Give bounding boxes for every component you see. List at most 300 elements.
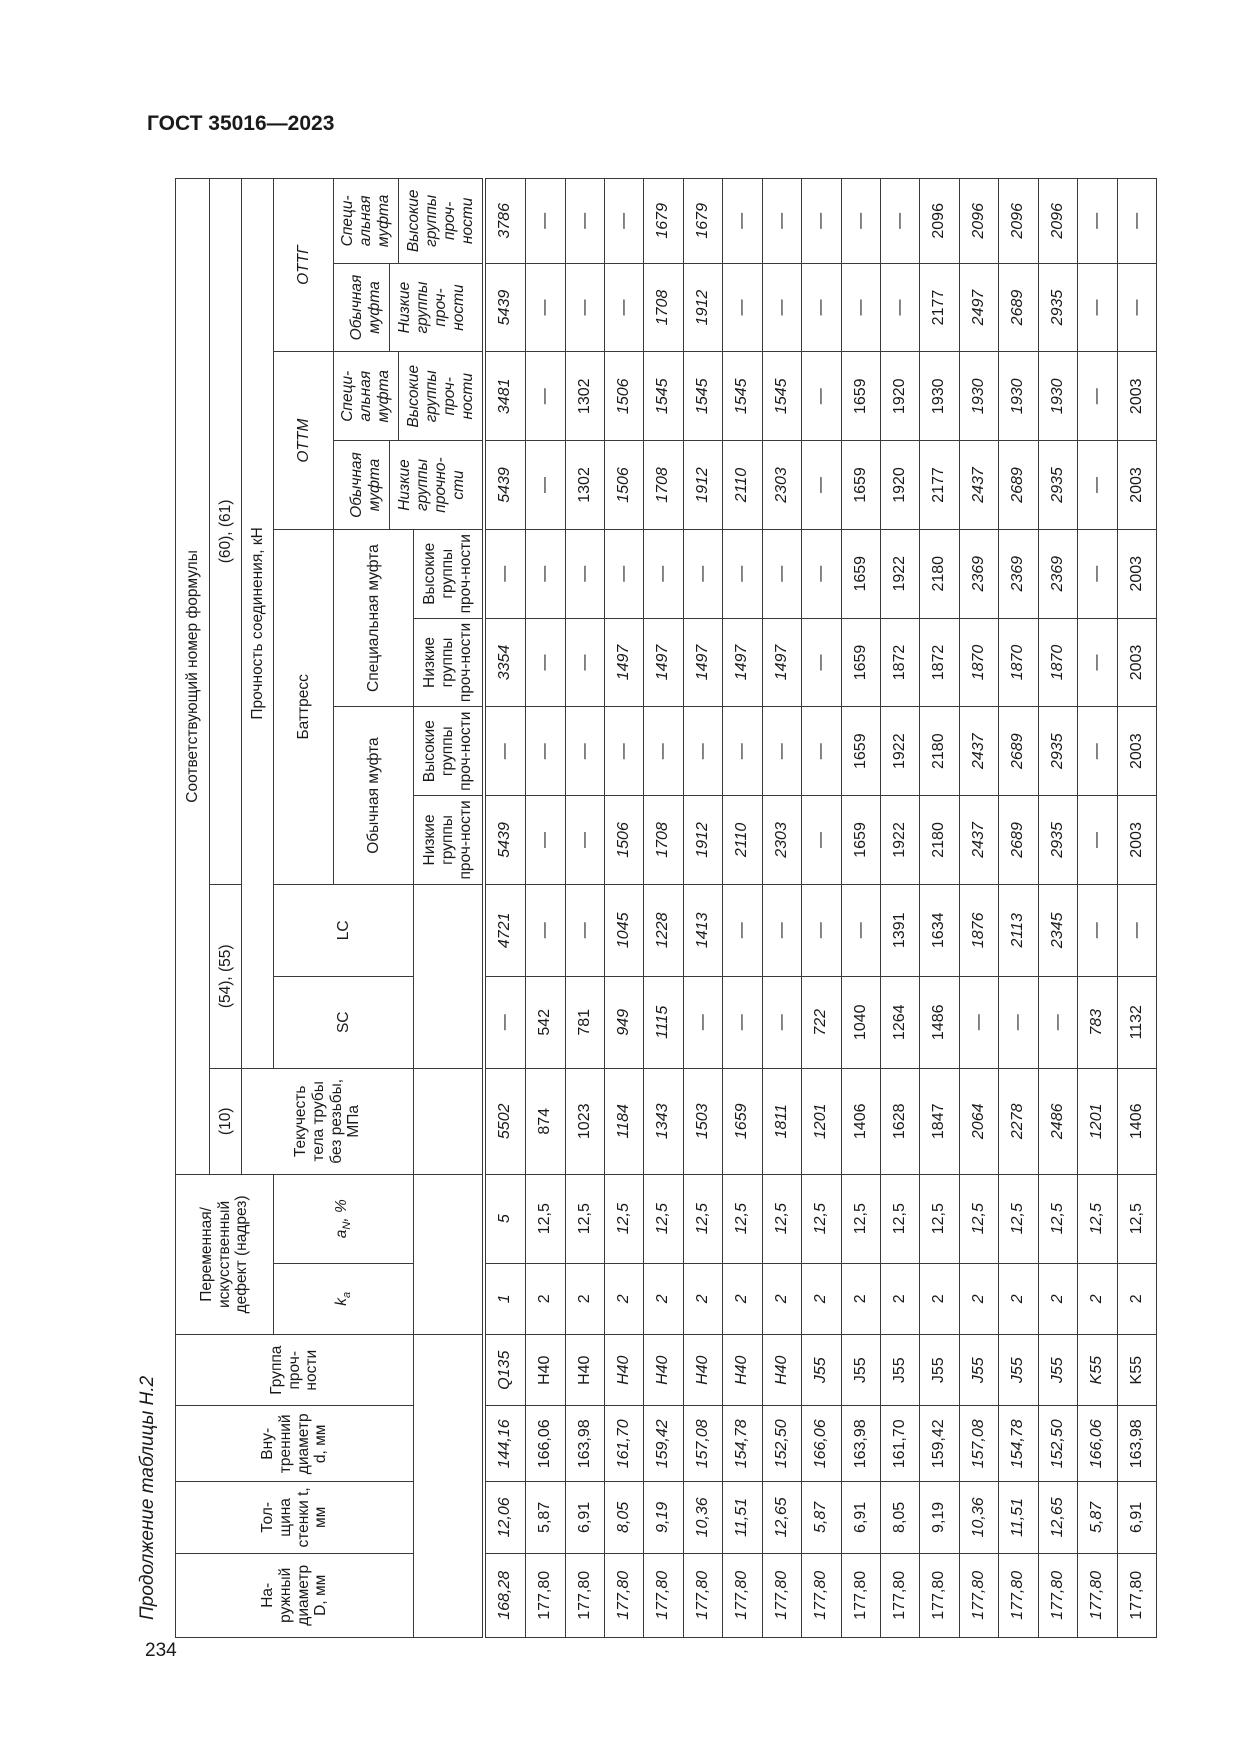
table-cell: 4721 (484, 884, 526, 976)
table-cell: 1506 (605, 441, 644, 530)
table-cell: 2 (999, 1263, 1038, 1334)
table-cell: H40 (526, 1335, 565, 1406)
table-cell: 2303 (762, 441, 801, 530)
table-cell: 1486 (920, 976, 959, 1068)
table-row (484, 179, 526, 1638)
table-row (762, 179, 801, 1638)
header-formula-10: (10) (210, 1068, 242, 1174)
table-cell: — (526, 352, 565, 441)
table-cell: 152,50 (1038, 1406, 1077, 1482)
table-cell: — (1078, 884, 1117, 976)
header-buttress: Баттресс (274, 529, 334, 884)
table-cell: — (565, 179, 604, 264)
table-cell: 2 (841, 1263, 880, 1334)
table-cell: 2 (565, 1263, 604, 1334)
table-cell: 2 (644, 1263, 683, 1334)
table-cell: 159,42 (644, 1406, 683, 1482)
table-cell: J55 (1038, 1335, 1077, 1406)
table-cell: 2345 (1038, 884, 1077, 976)
table-cell: — (762, 179, 801, 264)
table-cell: 2 (723, 1263, 762, 1334)
table-cell: 1497 (644, 618, 683, 707)
table-cell: — (1078, 529, 1117, 618)
table-cell: 1201 (802, 1068, 841, 1174)
data-table (175, 178, 1157, 1638)
table-row (605, 179, 644, 1638)
table-row (683, 179, 722, 1638)
table-cell: 2177 (920, 263, 959, 352)
table-cell: 2003 (1117, 707, 1156, 796)
table-cell: — (802, 179, 841, 264)
header-yield-strength: Текучесть тела трубы без резьбы, МПа (242, 1068, 414, 1174)
table-cell: 12,5 (762, 1174, 801, 1263)
table-cell: 163,98 (841, 1406, 880, 1482)
table-cell: 1659 (841, 352, 880, 441)
table-cell: 144,16 (484, 1406, 526, 1482)
table-cell: 1413 (683, 884, 722, 976)
table-cell: 2003 (1117, 796, 1156, 885)
table-cell: 8,05 (880, 1482, 919, 1553)
table-cell: 1708 (644, 796, 683, 885)
table-cell: 12,5 (683, 1174, 722, 1263)
table-cell: 1659 (841, 618, 880, 707)
table-cell: — (1038, 976, 1077, 1068)
rotated-table-container (175, 178, 1157, 1638)
table-cell: 11,51 (999, 1482, 1038, 1553)
table-cell: — (762, 529, 801, 618)
table-cell: 1930 (1038, 352, 1077, 441)
table-cell: — (565, 618, 604, 707)
table-cell: 6,91 (1117, 1482, 1156, 1553)
table-cell: 1930 (920, 352, 959, 441)
table-cell: 12,65 (1038, 1482, 1077, 1553)
table-cell: — (802, 263, 841, 352)
table-cell: — (565, 884, 604, 976)
table-cell: 1922 (880, 707, 919, 796)
table-cell: 2096 (1038, 179, 1077, 264)
table-cell: 152,50 (762, 1406, 801, 1482)
table-cell: 12,5 (920, 1174, 959, 1263)
header-spacer-4 (414, 884, 484, 1068)
table-cell: 2935 (1038, 263, 1077, 352)
table-cell: 2003 (1117, 441, 1156, 530)
table-cell: 1870 (1038, 618, 1077, 707)
table-cell: 177,80 (762, 1553, 801, 1637)
table-cell: 2689 (999, 441, 1038, 530)
table-cell: 177,80 (1078, 1553, 1117, 1637)
table-cell: 12,5 (802, 1174, 841, 1263)
header-ottm-regular (334, 441, 484, 530)
table-cell: — (605, 707, 644, 796)
table-row (802, 179, 841, 1638)
table-cell: 2689 (999, 707, 1038, 796)
table-cell: 2486 (1038, 1068, 1077, 1174)
table-cell: — (841, 179, 880, 264)
table-cell: 1264 (880, 976, 919, 1068)
table-cell: — (605, 263, 644, 352)
table-cell: 1228 (644, 884, 683, 976)
table-cell: 2003 (1117, 618, 1156, 707)
table-cell: — (565, 796, 604, 885)
table-cell: 5439 (484, 263, 526, 352)
header-buttress-special: Специальная муфта (334, 529, 414, 706)
table-cell: 1045 (605, 884, 644, 976)
table-cell: 177,80 (565, 1553, 604, 1637)
header-ottm-special (334, 352, 484, 441)
table-cell: 1634 (920, 884, 959, 976)
table-cell: 161,70 (880, 1406, 919, 1482)
table-cell: 1679 (683, 179, 722, 264)
table-cell: 1 (484, 1263, 526, 1334)
table-cell: 5,87 (802, 1482, 841, 1553)
table-cell: 781 (565, 976, 604, 1068)
table-cell: 12,5 (999, 1174, 1038, 1263)
table-cell: — (959, 976, 998, 1068)
table-cell: — (802, 796, 841, 885)
table-cell: 1708 (644, 263, 683, 352)
table-cell: K55 (1078, 1335, 1117, 1406)
table-cell: — (1078, 796, 1117, 885)
table-row (723, 179, 762, 1638)
table-cell: 1659 (841, 529, 880, 618)
table-cell: 2437 (959, 441, 998, 530)
table-cell: 1659 (723, 1068, 762, 1174)
table-cell: 5502 (484, 1068, 526, 1174)
table-cell: — (683, 529, 722, 618)
table-cell: 1870 (959, 618, 998, 707)
table-cell: 1876 (959, 884, 998, 976)
table-cell: — (723, 707, 762, 796)
table-cell: — (762, 707, 801, 796)
table-cell: 1811 (762, 1068, 801, 1174)
table-cell: — (880, 179, 919, 264)
header-ottg-special-label: Специ-альная муфта (338, 194, 392, 248)
header-spacer-2 (414, 1174, 484, 1334)
table-cell: 177,80 (644, 1553, 683, 1637)
table-cell: 1115 (644, 976, 683, 1068)
table-cell: — (802, 352, 841, 441)
header-ottg-high: Высокие группы проч-ности (405, 189, 476, 253)
table-cell: — (1078, 441, 1117, 530)
table-cell: — (762, 884, 801, 976)
table-cell: 2096 (920, 179, 959, 264)
table-cell: 1912 (683, 796, 722, 885)
header-buttress-regular-high: Высокие группы проч-ности (414, 707, 484, 796)
table-cell: 1503 (683, 1068, 722, 1174)
table-cell: — (1078, 179, 1117, 264)
table-cell: 177,80 (683, 1553, 722, 1637)
table-cell: 2437 (959, 707, 998, 796)
table-row (565, 179, 604, 1638)
table-cell: — (1078, 263, 1117, 352)
table-cell: H40 (723, 1335, 762, 1406)
table-cell: 6,91 (565, 1482, 604, 1553)
table-cell: H40 (605, 1335, 644, 1406)
table-cell: 1545 (683, 352, 722, 441)
table-cell: 1506 (605, 796, 644, 885)
table-cell: 783 (1078, 976, 1117, 1068)
table-body (484, 179, 1157, 1638)
table-cell: 2 (959, 1263, 998, 1334)
table-cell: J55 (920, 1335, 959, 1406)
table-cell: H40 (762, 1335, 801, 1406)
table-cell: 2064 (959, 1068, 998, 1174)
table-cell: — (1078, 707, 1117, 796)
header-ottg-regular (334, 263, 484, 352)
header-ottm-low: Низкие группы прочно-сти (396, 457, 467, 513)
table-cell: 949 (605, 976, 644, 1068)
header-ottm-special-label: Специ-альная муфта (338, 370, 392, 423)
header-spacer (414, 1335, 484, 1638)
table-cell: 1406 (1117, 1068, 1156, 1174)
table-cell: — (762, 263, 801, 352)
table-cell: K55 (1117, 1335, 1156, 1406)
table-cell: 542 (526, 976, 565, 1068)
header-ottm: ОТТМ (274, 352, 334, 529)
table-cell: — (723, 263, 762, 352)
table-cell: — (802, 441, 841, 530)
table-cell: — (723, 976, 762, 1068)
table-cell: 2935 (1038, 707, 1077, 796)
table-cell: — (526, 796, 565, 885)
table-cell: — (565, 529, 604, 618)
table-cell: 163,98 (1117, 1406, 1156, 1482)
table-row (999, 179, 1038, 1638)
header-ottg-low: Низкие группы проч-ности (396, 281, 467, 334)
table-cell: 2369 (959, 529, 998, 618)
document-title: ГОСТ 35016—2023 (147, 112, 335, 135)
table-cell: 1872 (880, 618, 919, 707)
table-cell: J55 (802, 1335, 841, 1406)
table-cell: 1497 (605, 618, 644, 707)
table-cell: 1023 (565, 1068, 604, 1174)
table-cell: 1343 (644, 1068, 683, 1174)
table-cell: 10,36 (683, 1482, 722, 1553)
table-cell: 8,05 (605, 1482, 644, 1553)
table-cell: — (526, 884, 565, 976)
table-row (1117, 179, 1156, 1638)
table-cell: 2 (1117, 1263, 1156, 1334)
table-cell: 2180 (920, 707, 959, 796)
table-cell: — (841, 884, 880, 976)
table-cell: 1930 (959, 352, 998, 441)
table-cell: 5,87 (526, 1482, 565, 1553)
table-cell: — (526, 179, 565, 264)
table-cell: 154,78 (723, 1406, 762, 1482)
table-cell: 2110 (723, 441, 762, 530)
table-cell: 2 (1038, 1263, 1077, 1334)
table-cell: 12,65 (762, 1482, 801, 1553)
table-cell: 2278 (999, 1068, 1038, 1174)
table-cell: — (1117, 179, 1156, 264)
table-cell: 1922 (880, 796, 919, 885)
table-row (920, 179, 959, 1638)
table-cell: — (644, 707, 683, 796)
table-cell: 1184 (605, 1068, 644, 1174)
table-cell: 1708 (644, 441, 683, 530)
table-cell: 1545 (762, 352, 801, 441)
table-cell: 177,80 (880, 1553, 919, 1637)
header-wall-thickness: Тол-щина стенки t, мм (176, 1482, 414, 1553)
table-cell: 159,42 (920, 1406, 959, 1482)
table-cell: 2689 (999, 796, 1038, 885)
header-outer-diameter: На-ружный диаметр D, мм (176, 1553, 414, 1637)
header-sc: SC (274, 976, 414, 1068)
header-ottm-regular-label: Обычная муфта (347, 452, 383, 518)
table-cell: 1659 (841, 441, 880, 530)
table-cell: 2180 (920, 796, 959, 885)
table-cell: 2003 (1117, 352, 1156, 441)
header-formula-number: Соответствующий номер формулы (176, 179, 210, 1175)
table-cell: J55 (999, 1335, 1038, 1406)
table-cell: — (644, 529, 683, 618)
table-cell: — (802, 529, 841, 618)
table-cell: — (723, 884, 762, 976)
table-row (526, 179, 565, 1638)
table-cell: — (762, 976, 801, 1068)
table-cell: 161,70 (605, 1406, 644, 1482)
table-row (880, 179, 919, 1638)
header-formula-54-55: (54), (55) (210, 884, 242, 1068)
header-formula-60-61: (60), (61) (210, 179, 242, 885)
table-cell: 2 (605, 1263, 644, 1334)
table-cell: 2096 (999, 179, 1038, 264)
table-cell: — (484, 707, 526, 796)
table-cell: 2110 (723, 796, 762, 885)
table-cell: 2437 (959, 796, 998, 885)
table-cell: 11,51 (723, 1482, 762, 1553)
table-cell: — (1117, 884, 1156, 976)
table-cell: 1679 (644, 179, 683, 264)
table-cell: 1497 (723, 618, 762, 707)
header-buttress-regular-low: Низкие группы проч-ности (414, 796, 484, 885)
table-cell: 168,28 (484, 1553, 526, 1637)
table-cell: 722 (802, 976, 841, 1068)
table-cell: 2369 (1038, 529, 1077, 618)
table-cell: 12,5 (1117, 1174, 1156, 1263)
table-cell: 1302 (565, 441, 604, 530)
table-cell: — (605, 529, 644, 618)
table-cell: 157,08 (959, 1406, 998, 1482)
table-cell: H40 (644, 1335, 683, 1406)
table-cell: 1659 (841, 796, 880, 885)
table-cell: 2180 (920, 529, 959, 618)
table-cell: 177,80 (802, 1553, 841, 1637)
table-cell: J55 (959, 1335, 998, 1406)
table-cell: — (1078, 352, 1117, 441)
table-cell: 1847 (920, 1068, 959, 1174)
table-cell: 2113 (999, 884, 1038, 976)
table-cell: 166,06 (1078, 1406, 1117, 1482)
table-cell: 12,5 (1078, 1174, 1117, 1263)
table-cell: 12,5 (1038, 1174, 1077, 1263)
table-cell: 1545 (644, 352, 683, 441)
table-cell: 157,08 (683, 1406, 722, 1482)
table-cell: 1930 (999, 352, 1038, 441)
table-header (176, 179, 484, 1638)
header-ottg: ОТТГ (274, 179, 334, 352)
table-cell: — (526, 529, 565, 618)
header-ottg-regular-label: Обычная муфта (347, 274, 383, 341)
table-cell: 177,80 (1038, 1553, 1077, 1637)
table-cell: — (723, 179, 762, 264)
table-cell: 2 (802, 1263, 841, 1334)
table-cell: 2 (526, 1263, 565, 1334)
table-cell: 1506 (605, 352, 644, 441)
table-row (1078, 179, 1117, 1638)
table-cell: 1922 (880, 529, 919, 618)
table-cell: — (1117, 263, 1156, 352)
table-cell: 1920 (880, 352, 919, 441)
table-cell: — (526, 441, 565, 530)
table-row (644, 179, 683, 1638)
table-cell: 1920 (880, 441, 919, 530)
table-cell: 5 (484, 1174, 526, 1263)
table-cell: — (802, 884, 841, 976)
header-ottm-high: Высокие группы проч-ности (405, 364, 476, 428)
header-buttress-special-high: Высокие группы проч-ности (414, 529, 484, 618)
table-cell: — (484, 976, 526, 1068)
table-cell: — (605, 179, 644, 264)
table-row (1038, 179, 1077, 1638)
table-cell: 1201 (1078, 1068, 1117, 1174)
table-cell: 177,80 (959, 1553, 998, 1637)
table-cell: 1659 (841, 707, 880, 796)
table-cell: 10,36 (959, 1482, 998, 1553)
table-cell: 12,5 (880, 1174, 919, 1263)
header-ottg-special (334, 179, 484, 264)
table-cell: 9,19 (644, 1482, 683, 1553)
table-cell: 12,5 (565, 1174, 604, 1263)
table-cell: 1406 (841, 1068, 880, 1174)
table-cell: 12,5 (959, 1174, 998, 1263)
table-cell: 12,06 (484, 1482, 526, 1553)
table-cell: 177,80 (999, 1553, 1038, 1637)
table-cell: 2935 (1038, 441, 1077, 530)
table-cell: 5439 (484, 796, 526, 885)
header-strength-grade: Группа проч-ности (176, 1335, 414, 1406)
table-cell: — (723, 529, 762, 618)
table-cell: 2 (762, 1263, 801, 1334)
page-number: 234 (145, 1640, 177, 1661)
table-cell: 177,80 (605, 1553, 644, 1637)
table-cell: 177,80 (841, 1553, 880, 1637)
table-cell: — (565, 707, 604, 796)
table-cell: 1628 (880, 1068, 919, 1174)
header-defect: Переменная/ искусственный дефект (надрез) (176, 1174, 274, 1334)
table-cell: 166,06 (526, 1406, 565, 1482)
header-an: $a_N$, % (274, 1174, 414, 1263)
table-cell: 163,98 (565, 1406, 604, 1482)
table-cell: 12,5 (841, 1174, 880, 1263)
table-cell: 3481 (484, 352, 526, 441)
table-cell: 166,06 (802, 1406, 841, 1482)
table-cell: 1545 (723, 352, 762, 441)
table-cell: 12,5 (644, 1174, 683, 1263)
table-cell: 9,19 (920, 1482, 959, 1553)
table-cell: 2 (920, 1263, 959, 1334)
table-cell: — (1078, 618, 1117, 707)
table-cell: 2003 (1117, 529, 1156, 618)
table-cell: 1497 (762, 618, 801, 707)
table-cell: J55 (841, 1335, 880, 1406)
table-cell: 6,91 (841, 1482, 880, 1553)
table-cell: — (802, 707, 841, 796)
table-cell: 1391 (880, 884, 919, 976)
table-cell: — (880, 263, 919, 352)
table-cell: — (526, 263, 565, 352)
table-cell: H40 (565, 1335, 604, 1406)
